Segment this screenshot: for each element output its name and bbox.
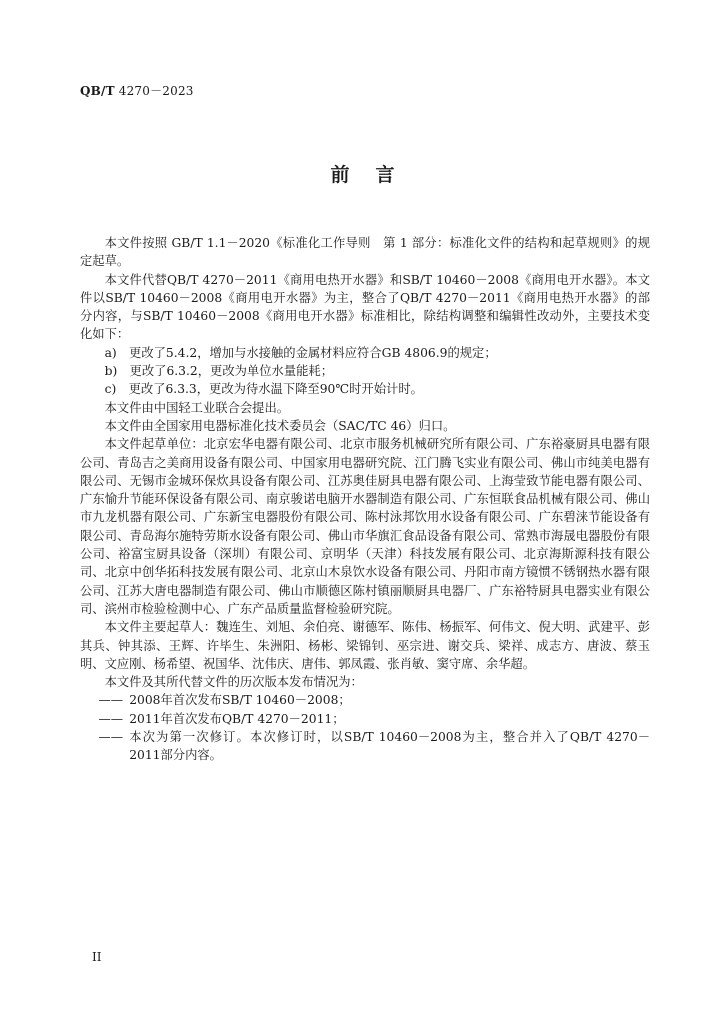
paragraph-centralized-by: 本文件由全国家用电器标准化技术委员会（SAC/TC 46）归口。 [104, 418, 456, 433]
paragraph-drafting-rules: 本文件按照 GB/T 1.1－2020《标准化工作导则 第 1 部分：标准化文件的结构和起草规则》的规定起草。 [80, 236, 650, 269]
history-item [80, 710, 650, 728]
history-dash: —— [98, 693, 124, 708]
paragraph-history-intro: 本文件及其所代替文件的历次版本发布情况为： [104, 675, 363, 690]
change-item: a) 更改了5.4.2，增加与水接触的金属材料应符合GB 4806.9的规定； [104, 345, 497, 360]
page-title: 前言 [330, 164, 421, 186]
history-dash: —— [98, 730, 124, 745]
change-item: b) 更改了6.3.2，更改为单位水量能耗； [104, 364, 334, 379]
history-dash: —— [98, 711, 124, 726]
history-item [80, 691, 650, 709]
history-item [80, 728, 650, 765]
history-text: 本次为第一次修订。本次修订时，以SB/T 10460－2008为主，整合并入了QB/T 4270－2011部分内容。 [129, 730, 650, 763]
paragraph-proposed-by: 本文件由中国轻工业联合会提出。 [104, 400, 290, 415]
history-text: 2008年首次发布SB/T 10460－2008； [129, 693, 351, 708]
standard-number: 4270－2023 [114, 84, 194, 98]
standard-code [80, 82, 194, 99]
paragraph-drafting-units: 本文件起草单位：北京宏华电器有限公司、北京市服务机械研究所有限公司、广东裕豪厨具电器有限公司、青岛吉之美商用设备有限公司、中国家用电器研究院、江门腾飞实业有限公司、佛山市纯美电器有限公司、无锡市金城环保炊具设备有限公司、江苏奥佳厨具电器有限公司、上海莹致节能电器有限公司、广东愉升节能环保设备有限公司、南京骏诺电脑开水器制造有限公司、广东恒联食品机械有限公司、佛山市九龙机器有限公司、广东新宝电器股份有限公司、陈村泳邦饮用水设备有限公司、广东碧涞节能设备有限公司、青岛海尔施特劳斯水设备有限公司、佛山市华旗汇食品设备有限公司、常熟市海晟电器股份有限公司、裕富宝厨具设备（深圳）有限公司、京明华（天津）科技发展有限公司、北京海斯源科技有限公司、北京中创华拓科技发展有限公司、北京山木泉饮水设备有限公司、丹阳市南方镜惯不锈钢热水器有限公司、江苏大唐电器制造有限公司、佛山市顺德区陈村镇丽顺厨具电器厂、广东裕特厨具电器实业有限公司、滨州市检验检测中心、广东产品质量监督检验研究院。 [80, 437, 650, 616]
history-text: 2011年首次发布QB/T 4270－2011； [129, 711, 345, 726]
paragraph-replaces: 本文件代替QB/T 4270－2011《商用电热开水器》和SB/T 10460－2008《商用电开水器》。本文件以SB/T 10460－2008《商用电开水器》为主，整合了QB/T 4270－2011《商用电热开水器》的部分内容，与SB/T 10460－2008《商用电开水器》标准相比，除结构调整和编辑性改动外，主要技术变化如下： [80, 272, 650, 342]
standard-prefix: QB/T [80, 84, 115, 98]
paragraph-drafters: 本文件主要起草人：魏连生、刘旭、余伯亮、谢德军、陈伟、杨振军、何伟文、倪大明、武建平、彭其兵、钟其添、王辉、许毕生、朱洲阳、杨彬、梁锦钊、巫宗进、谢交兵、梁祥、成志方、唐波、蔡玉明、文应刚、杨希望、祝国华、沈伟庆、唐伟、郭凤霞、张肖敏、窦守席、余华超。 [80, 620, 650, 671]
page-number: II [92, 950, 102, 964]
change-item: c) 更改了6.3.3，更改为待水温下降至90℃时开始计时。 [104, 382, 423, 397]
document-body [80, 234, 650, 765]
